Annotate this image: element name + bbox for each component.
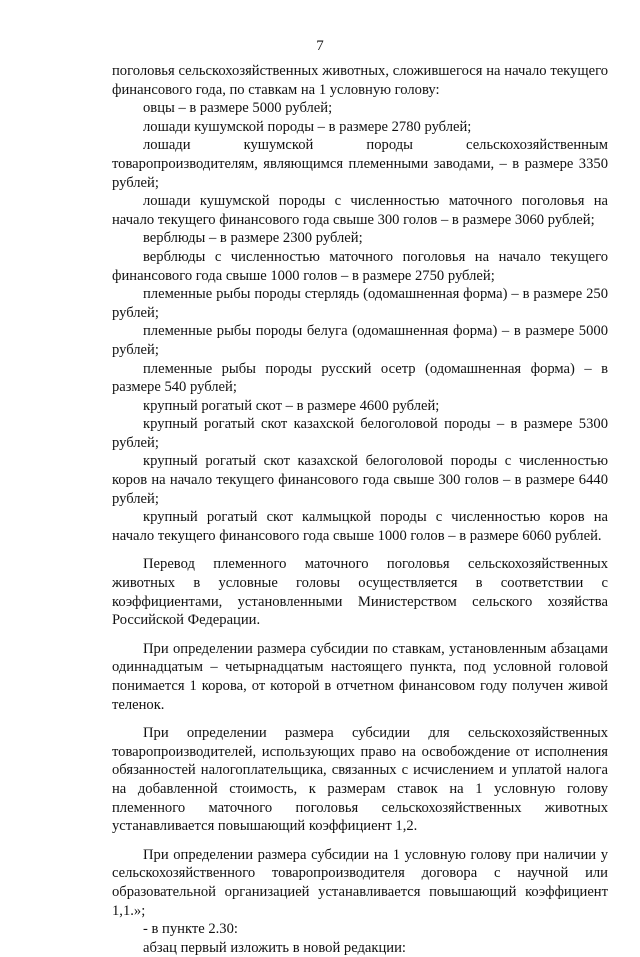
list-item: лошади кушумской породы с численностью маточного поголовья на начало текущего финансового года свыше 300 голов – в размере 3060 рублей; <box>112 193 608 228</box>
list-item: крупный рогатый скот казахской белоголовой породы с численностью коров на начало текущего финансового года свыше 300 голов – в размере 6440 рублей; <box>112 453 608 507</box>
list-item: племенные рыбы породы стерлядь (одомашненная форма) – в размере 250 рублей; <box>112 286 608 321</box>
paragraph: При определении размера субсидии для сельскохозяйственных товаропроизводителей, использующих право на освобождение от исполнения обязанностей налогоплательщика, связанных с исчислением и уплатой налога на добавленной стоимость, к размерам ставок на 1 условную голову племенного маточного поголовья сельскохозяйственных животных устанавливается повышающий коэффициент 1,2. <box>112 725 608 835</box>
paragraph: Перевод племенного маточного поголовья сельскохозяйственных животных в условные головы осуществляется в соответствии с коэффициентами, установленными Министерством сельского хозяйства Российской Федерации. <box>112 556 608 629</box>
list-item: верблюды – в размере 2300 рублей; <box>143 230 363 247</box>
paragraph: При определении размера субсидии по ставкам, установленным абзацами одиннадцатым – четырнадцатым настоящего пункта, под условной головой понимается 1 корова, от которой в отчетном финансовом году получен живой теленок. <box>112 640 608 713</box>
document-body <box>112 62 608 957</box>
list-item: овцы – в размере 5000 рублей; <box>143 100 333 117</box>
paragraph: абзац первый изложить в новой редакции: <box>143 939 406 956</box>
page-number: 7 <box>316 38 324 54</box>
list-item: лошади кушумской породы – в размере 2780 рублей; <box>143 118 472 135</box>
list-item: верблюды с численностью маточного поголовья на начало текущего финансового года свыше 1000 голов – в размере 2750 рублей; <box>112 248 608 284</box>
paragraph: При определении размера субсидии на 1 условную голову при наличии у сельскохозяйственного товаропроизводителя договора с научной или образовательной организацией устанавливается повышающий коэффициент 1,1.»; <box>112 846 608 919</box>
list-item: крупный рогатый скот – в размере 4600 рублей; <box>143 397 440 414</box>
paragraph: поголовья сельскохозяйственных животных, сложившегося на начало текущего финансового года, по ставкам на 1 условную голову: <box>112 63 608 98</box>
list-item: лошади кушумской породы сельскохозяйственным товаропроизводителям, являющимся племенными заводами, – в размере 3350 рублей; <box>112 137 608 191</box>
paragraph: - в пункте 2.30: <box>143 921 238 938</box>
list-item: племенные рыбы породы русский осетр (одомашненная форма) – в размере 540 рублей; <box>112 360 608 396</box>
list-item: крупный рогатый скот казахской белоголовой породы – в размере 5300 рублей; <box>112 416 608 451</box>
list-item: племенные рыбы породы белуга (одомашненная форма) – в размере 5000 рублей; <box>112 323 608 358</box>
list-item: крупный рогатый скот калмыцкой породы с численностью коров на начало текущего финансового года свыше 1000 голов – в размере 6060 рублей. <box>112 509 608 544</box>
